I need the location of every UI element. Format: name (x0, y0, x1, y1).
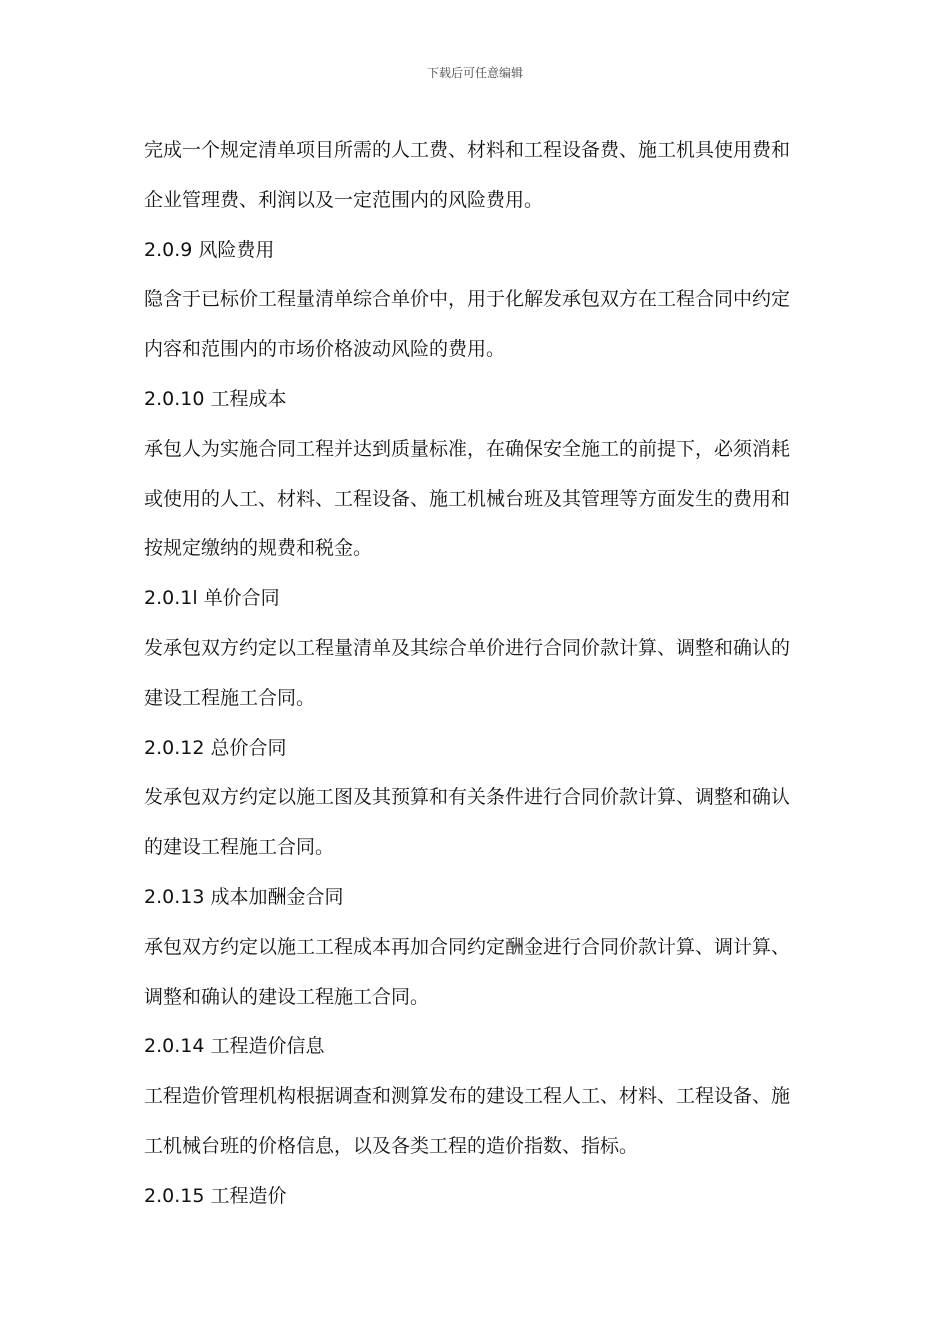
section-heading: 2.0.14 工程造价信息 (144, 1035, 325, 1058)
text-line: 建设工程施工合同。 (144, 686, 316, 709)
text-line: 隐含于已标价工程量清单综合单价中，用于化解发承包双方在工程合同中约定 (144, 288, 791, 311)
section-heading: 2.0.12 总价合同 (144, 736, 287, 759)
section-heading: 2.0.15 工程造价 (144, 1184, 287, 1207)
text-line: 发承包双方约定以施工图及其预算和有关条件进行合同价款计算、调整和确认 (144, 786, 791, 809)
text-line: 发承包双方约定以工程量清单及其综合单价进行合同价款计算、调整和确认的 (144, 636, 791, 659)
text-line: 企业管理费、利润以及一定范围内的风险费用。 (144, 188, 544, 211)
header-note: 下载后可任意编辑 (426, 66, 523, 80)
section-heading: 2.0.13 成本加酬金合同 (144, 885, 344, 908)
document-body (144, 126, 804, 1222)
section-heading: 2.0.9 风险费用 (144, 238, 275, 261)
text-line: 承包人为实施合同工程并达到质量标准，在确保安全施工的前提下，必须消耗 (144, 437, 791, 460)
text-line: 按规定缴纳的规费和税金。 (144, 537, 373, 560)
text-line: 或使用的人工、材料、工程设备、施工机械台班及其管理等方面发生的费用和 (144, 487, 791, 510)
section-heading: 2.0.1l 单价合同 (144, 587, 280, 610)
text-line: 调整和确认的建设工程施工合同。 (144, 985, 430, 1008)
text-line: 工程造价管理机构根据调查和测算发布的建设工程人工、材料、工程设备、施 (144, 1085, 791, 1108)
text-line: 完成一个规定清单项目所需的人工费、材料和工程设备费、施工机具使用费和 (144, 139, 791, 161)
text-line: 工机械台班的价格信息，以及各类工程的造价指数、指标。 (144, 1134, 639, 1157)
text-line: 内容和范围内的市场价格波动风险的费用。 (144, 338, 506, 361)
section-heading: 2.0.10 工程成本 (144, 387, 287, 410)
text-line: 的建设工程施工合同。 (144, 836, 335, 859)
text-line: 承包双方约定以施工工程成本再加合同约定酬金进行合同价款计算、调计算、 (144, 935, 791, 958)
